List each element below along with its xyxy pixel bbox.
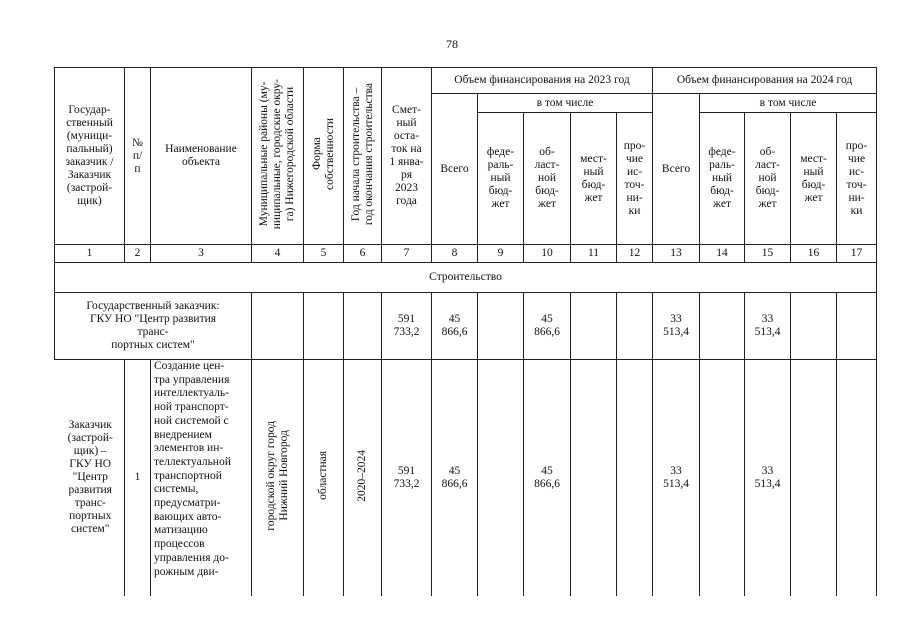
object-customer: Заказчик (застрой- щик) – ГКУ НО "Центр развития транс- портных систем" [55,360,125,596]
summary-years [344,293,382,360]
financing-table [54,67,877,596]
header-years [344,68,382,245]
col-number-13: 13 [653,245,700,263]
summary-federal-2023 [478,293,524,360]
header-number: № п/ п [125,68,151,245]
summary-regional-2024: 33 513,4 [745,293,791,360]
object-other-2024 [837,360,877,596]
summary-local-2023 [571,293,617,360]
header-total-2024: Всего [653,94,700,245]
col-number-12: 12 [617,245,653,263]
summary-customer: Государственный заказчик: ГКУ НО "Центр развития транс- портных систем" [55,293,252,360]
object-regional-2023: 45 866,6 [524,360,571,596]
col-number-5: 5 [304,245,344,263]
summary-total-2024: 33 513,4 [653,293,700,360]
object-municipality [252,360,304,596]
object-name: Создание цен- тра управления интеллектуаль- ной транспорт- ной системой с внедрением элементов ин- теллектуальной транспортной системы, предусматри- вающих авто- матизацию процессов управления до- рожным дви- [151,360,252,596]
summary-other-2024 [837,293,877,360]
object-ownership-text: областная [317,451,329,501]
section-title: Строительство [55,263,877,293]
object-ownership [304,360,344,596]
object-other-2023 [617,360,653,596]
summary-other-2023 [617,293,653,360]
object-row [55,360,877,596]
col-number-15: 15 [745,245,791,263]
header-object-name: Наименование объекта [151,68,252,245]
header-other-2023: про- чие ис- точ- ни- ки [617,113,653,245]
header-estimate: Смет- ный оста- ток на 1 янва- ря 2023 года [382,68,432,245]
col-number-9: 9 [478,245,524,263]
header-local-2023: мест- ный бюд- жет [571,113,617,245]
col-number-6: 6 [344,245,382,263]
summary-row [55,293,877,360]
object-number: 1 [125,360,151,596]
col-number-11: 11 [571,245,617,263]
header-financing-2023: Объем финансирования на 2023 год [432,68,653,94]
object-municipality-text: городской округ город Нижний Новгород [264,420,290,531]
header-ownership-text: Форма собственности [310,118,336,190]
header-financing-2024: Объем финансирования на 2024 год [653,68,877,94]
header-federal-2023: феде- раль- ный бюд- жет [478,113,524,245]
header-row-1 [55,68,877,94]
object-years [344,360,382,596]
header-regional-2023: об- ласт- ной бюд- жет [524,113,571,245]
object-local-2023 [571,360,617,596]
header-total-2023: Всего [432,94,478,245]
summary-local-2024 [791,293,837,360]
header-including-2023: в том числе [478,94,653,113]
col-number-10: 10 [524,245,571,263]
col-number-3: 3 [151,245,252,263]
summary-regional-2023: 45 866,6 [524,293,571,360]
object-regional-2024: 33 513,4 [745,360,791,596]
column-number-row [55,245,877,263]
object-federal-2024 [700,360,745,596]
col-number-2: 2 [125,245,151,263]
object-years-text: 2020–2024 [356,449,368,502]
header-municipality [252,68,304,245]
object-total-2023: 45 866,6 [432,360,478,596]
object-total-2024: 33 513,4 [653,360,700,596]
header-years-text: Год начала строительства – год окончания строительства [349,82,375,226]
summary-total-2023: 45 866,6 [432,293,478,360]
header-municipality-text: Муниципальные районы (му- ниципальные, городские окру- га) Нижегородской области [258,78,296,230]
section-row [55,263,877,293]
summary-municipality [252,293,304,360]
object-local-2024 [791,360,837,596]
col-number-16: 16 [791,245,837,263]
header-customer: Государ- ственный (муници- пальный) заказчик / Заказчик (застрой- щик) [55,68,125,245]
summary-ownership [304,293,344,360]
col-number-17: 17 [837,245,877,263]
summary-federal-2024 [700,293,745,360]
header-regional-2024: об- ласт- ной бюд- жет [745,113,791,245]
object-estimate: 591 733,2 [382,360,432,596]
summary-estimate: 591 733,2 [382,293,432,360]
header-other-2024: про- чие ис- точ- ни- ки [837,113,877,245]
page-number: 78 [446,37,458,51]
col-number-7: 7 [382,245,432,263]
header-ownership [304,68,344,245]
col-number-1: 1 [55,245,125,263]
object-federal-2023 [478,360,524,596]
col-number-4: 4 [252,245,304,263]
header-local-2024: мест- ный бюд- жет [791,113,837,245]
col-number-8: 8 [432,245,478,263]
header-including-2024: в том числе [700,94,877,113]
col-number-14: 14 [700,245,745,263]
header-federal-2024: феде- раль- ный бюд- жет [700,113,745,245]
